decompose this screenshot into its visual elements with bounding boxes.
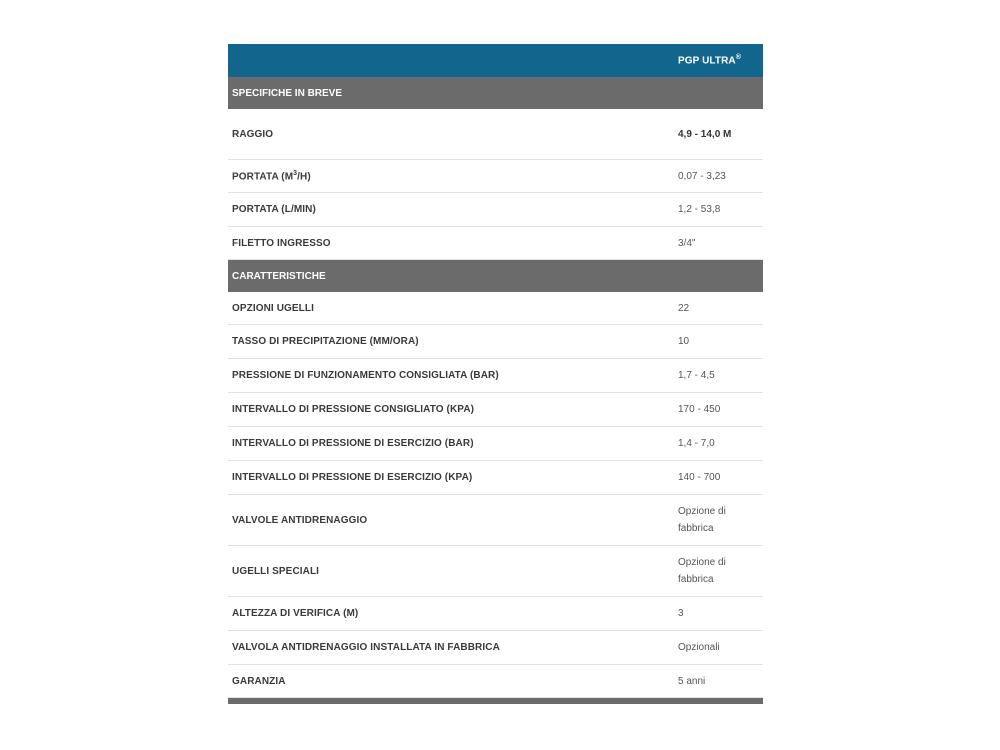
row-label: RAGGIO: [232, 128, 274, 140]
row-label: PORTATA $(M^3/H)$: [232, 169, 311, 183]
spec-table: [228, 44, 763, 704]
table-row: [228, 495, 763, 546]
table-row: [228, 359, 763, 393]
product-name: PGP ULTRA®: [678, 54, 742, 67]
row-label: VALVOLA ANTIDRENAGGIO INSTALLATA IN FABBRICA: [232, 642, 500, 653]
row-value: 170 - 450: [678, 404, 721, 415]
row-label: INTERVALLO DI PRESSIONE CONSIGLIATO (KPA): [232, 404, 475, 415]
row-label: GARANZIA: [232, 675, 286, 687]
row-value: 4,9 - 14,0 M: [678, 128, 732, 140]
row-label: FILETTO INGRESSO: [232, 237, 331, 249]
row-label: UGELLI SPECIALI: [232, 565, 320, 577]
table-row: [228, 631, 763, 665]
row-value: 10: [678, 336, 690, 347]
row-label: ALTEZZA DI VERIFICA (M): [232, 608, 359, 619]
row-value: Opzione di fabbrica: [678, 506, 726, 534]
table-row: [228, 546, 763, 597]
row-value: Opzionali: [678, 642, 720, 653]
table-header: [228, 44, 763, 77]
row-label: INTERVALLO DI PRESSIONE DI ESERCIZIO (KPA): [232, 472, 473, 483]
row-label: INTERVALLO DI PRESSIONE DI ESERCIZIO (BAR): [232, 438, 474, 449]
row-value: 1,4 - 7,0: [678, 438, 715, 449]
row-value: 22: [678, 302, 690, 314]
row-value: 1,7 - 4,5: [678, 370, 715, 381]
row-label: TASSO DI PRECIPITAZIONE (MM/ORA): [232, 336, 419, 347]
row-label: VALVOLE ANTIDRENAGGIO: [232, 514, 368, 526]
table-row: [228, 461, 763, 495]
table-row: [228, 427, 763, 461]
table-row: [228, 109, 763, 160]
table-row: [228, 325, 763, 359]
row-value: 0,07 - 3,23: [678, 170, 726, 182]
row-value: 3: [678, 608, 684, 619]
row-label: PRESSIONE DI FUNZIONAMENTO CONSIGLIATA (BAR): [232, 370, 499, 381]
row-value: Opzione di fabbrica: [678, 557, 726, 585]
section-header-specs: SPECIFICHE IN BREVE: [228, 77, 763, 109]
table-row: [228, 160, 763, 193]
row-value: 5 anni: [678, 675, 706, 687]
table-row: [228, 227, 763, 260]
row-value: 140 - 700: [678, 472, 721, 483]
table-row: [228, 292, 763, 325]
row-value: 3/4": [678, 237, 696, 249]
row-value: 1,2 - 53,8: [678, 204, 721, 215]
table-row: [228, 597, 763, 631]
table-row: [228, 393, 763, 427]
table-row: [228, 193, 763, 227]
table-row: [228, 665, 763, 698]
row-label: PORTATA (L/MIN): [232, 204, 316, 215]
row-label: OPZIONI UGELLI: [232, 302, 314, 314]
section-header-features: CARATTERISTICHE: [228, 260, 763, 292]
table-footer-bar: [228, 698, 763, 704]
